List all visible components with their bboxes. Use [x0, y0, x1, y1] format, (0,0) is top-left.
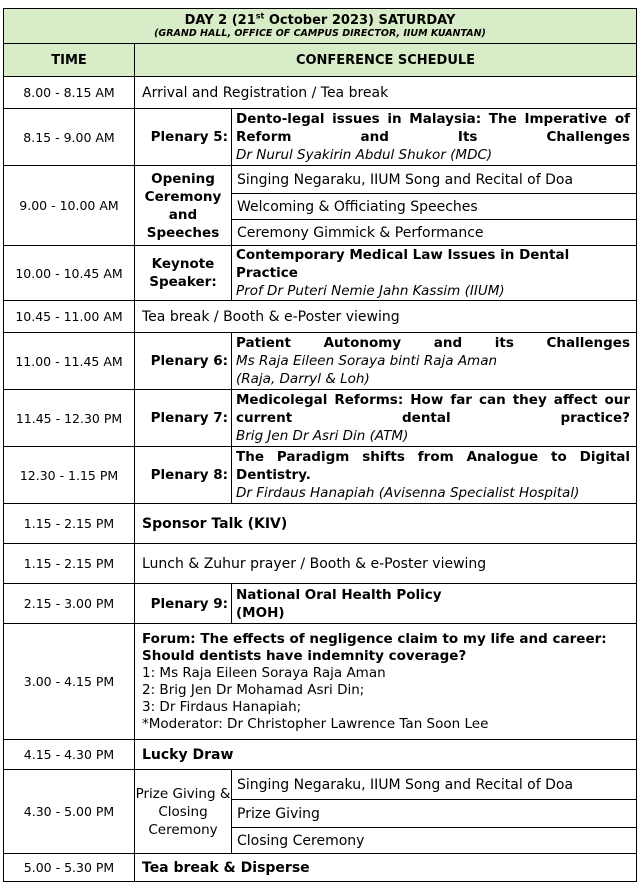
table-row	[4, 770, 637, 800]
session-content	[232, 109, 637, 166]
panelist: 3: Dr Firdaus Hanapiah;	[142, 698, 302, 715]
day-header-row	[4, 9, 637, 44]
session-content	[232, 584, 637, 624]
session-title: Dentistry.	[236, 467, 311, 483]
schedule-item: Lucky Draw	[135, 740, 637, 770]
table-row	[4, 854, 637, 882]
panelist: 1: Ms Raja Eileen Soraya Raja Aman	[142, 664, 386, 681]
session-label: Plenary 9:	[135, 584, 232, 624]
speaker: Dr Firdaus Hanapiah (Avisenna Specialist Hospital)	[236, 485, 580, 501]
session-content	[232, 333, 637, 390]
session-content	[232, 390, 637, 447]
sub-item: Closing Ceremony	[232, 828, 637, 854]
session-title: Dento-legal issues in Malaysia: The Imperative of	[236, 111, 630, 127]
session-label: Plenary 7:	[135, 390, 232, 447]
session-label: Plenary 6:	[135, 333, 232, 390]
time-cell: 4.15 - 4.30 PM	[4, 740, 135, 770]
table-row	[4, 390, 637, 447]
table-row	[4, 246, 637, 301]
venue: (GRAND HALL, OFFICE OF CAMPUS DIRECTOR, IIUM KUANTAN)	[154, 28, 486, 39]
time-cell: 8.00 - 8.15 AM	[4, 77, 135, 109]
table-row	[4, 447, 637, 504]
session-content	[232, 246, 637, 301]
sub-item: Ceremony Gimmick & Performance	[232, 220, 637, 246]
schedule-column-header: CONFERENCE SCHEDULE	[135, 44, 637, 77]
session-title: (MOH)	[236, 604, 285, 621]
session-label: Keynote Speaker:	[135, 246, 232, 301]
time-cell: 8.15 - 9.00 AM	[4, 109, 135, 166]
schedule-item: Tea break & Disperse	[135, 854, 637, 882]
day-title	[4, 13, 636, 28]
table-row	[4, 624, 637, 740]
forum-title: Forum: The effects of negligence claim to my life and career:	[142, 630, 607, 647]
sub-item: Welcoming & Officiating Speeches	[232, 194, 637, 220]
day-title-pre: DAY 2 (21	[184, 13, 256, 28]
sub-item: Singing Negaraku, IIUM Song and Recital of Doa	[232, 770, 637, 800]
sub-item: Prize Giving	[232, 800, 637, 828]
day-title-sup: st	[255, 11, 265, 21]
session-title: Contemporary Medical Law Issues in Dental Practice	[236, 247, 570, 281]
session-content	[232, 447, 637, 504]
day-title-post: October 2023) SATURDAY	[264, 13, 456, 28]
speaker-affiliation: (Raja, Darryl & Loh)	[236, 371, 370, 387]
schedule-table	[3, 8, 637, 882]
session-title: The Paradigm shifts from Analogue to Digital	[236, 449, 630, 465]
session-title: National Oral Health Policy	[236, 586, 442, 603]
time-cell: 5.00 - 5.30 PM	[4, 854, 135, 882]
sub-item: Singing Negaraku, IIUM Song and Recital of Doa	[232, 166, 637, 194]
schedule-item: Lunch & Zuhur prayer / Booth & e-Poster viewing	[135, 544, 637, 584]
schedule-item: Sponsor Talk (KIV)	[135, 504, 637, 544]
time-cell: 3.00 - 4.15 PM	[4, 624, 135, 740]
time-cell: 1.15 - 2.15 PM	[4, 544, 135, 584]
session-title: Patient Autonomy and its Challenges	[236, 335, 630, 351]
time-column-header: TIME	[4, 44, 135, 77]
speaker: Ms Raja Eileen Soraya binti Raja Aman	[236, 353, 498, 369]
time-cell: 12.30 - 1.15 PM	[4, 447, 135, 504]
table-row	[4, 584, 637, 624]
session-title: Reform and Its Challenges	[236, 129, 630, 145]
table-row	[4, 166, 637, 194]
table-row	[4, 504, 637, 544]
table-row	[4, 544, 637, 584]
panelist: 2: Brig Jen Dr Mohamad Asri Din;	[142, 681, 365, 698]
time-cell: 4.30 - 5.00 PM	[4, 770, 135, 854]
schedule-item: Arrival and Registration / Tea break	[135, 77, 637, 109]
day-header	[4, 9, 637, 44]
session-title: current dental practice?	[236, 410, 630, 426]
moderator: *Moderator: Dr Christopher Lawrence Tan Soon Lee	[142, 715, 489, 732]
session-label: Plenary 8:	[135, 447, 232, 504]
table-row	[4, 333, 637, 390]
speaker: Brig Jen Dr Asri Din (ATM)	[236, 428, 409, 444]
time-cell: 11.00 - 11.45 AM	[4, 333, 135, 390]
time-cell: 11.45 - 12.30 PM	[4, 390, 135, 447]
forum-question: Should dentists have indemnity coverage?	[142, 647, 467, 664]
time-cell: 9.00 - 10.00 AM	[4, 166, 135, 246]
column-header-row	[4, 44, 637, 77]
time-cell: 10.45 - 11.00 AM	[4, 301, 135, 333]
table-row	[4, 740, 637, 770]
table-row	[4, 77, 637, 109]
time-cell: 10.00 - 10.45 AM	[4, 246, 135, 301]
session-label: Opening Ceremony and Speeches	[135, 166, 232, 246]
speaker: Dr Nurul Syakirin Abdul Shukor (MDC)	[236, 147, 493, 163]
session-label: Plenary 5:	[135, 109, 232, 166]
forum-content	[135, 624, 637, 740]
table-row	[4, 109, 637, 166]
time-cell: 2.15 - 3.00 PM	[4, 584, 135, 624]
schedule-item: Tea break / Booth & e-Poster viewing	[135, 301, 637, 333]
speaker: Prof Dr Puteri Nemie Jahn Kassim (IIUM)	[236, 283, 505, 299]
session-label: Prize Giving & Closing Ceremony	[135, 770, 232, 854]
time-cell: 1.15 - 2.15 PM	[4, 504, 135, 544]
table-row	[4, 301, 637, 333]
session-title: Medicolegal Reforms: How far can they affect our	[236, 392, 630, 408]
